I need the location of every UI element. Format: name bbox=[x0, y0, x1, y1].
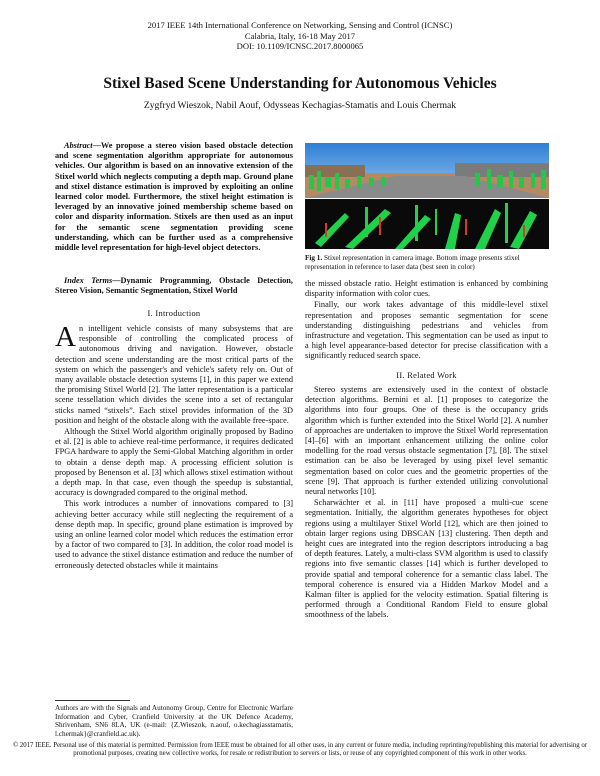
intro-paragraph-1: An intelligent vehicle consists of many subsystems that are responsible of controlling the complicated process of autonomous driving and navigation. However, obstacle detection and scene understanding are the most critical parts of the system on which the passenger's and vehicle's safety rely on. Out of many available obstacle detection systems [1], in this paper we extend the promising Stixel World [2]. The latter representation is a particular scene tessellation which divides the scene into a set of rectangular sticks named “stixels”. Each stixel provides information of the 3D position and height of the obstacle along with the available free-space. bbox=[55, 321, 293, 425]
abstract bbox=[55, 141, 293, 253]
copyright-notice: © 2017 IEEE. Personal use of this material is permitted. Permission from IEEE must be obtained for all other uses, in any current or future media, including reprinting/republishing this material for advertising or promotional purposes, creating new collective works, for resale or redistribution to servers or lists, or reuse of any copyrighted component of this work in other works. bbox=[12, 742, 588, 758]
drop-cap: A bbox=[55, 321, 76, 353]
footnote-rule bbox=[55, 700, 130, 701]
intro-paragraph-4: Finally, our work takes advantage of this middle-level stixel representation and proposes semantic segmentation for scene understanding distinguishing pedestrians and vehicles from infrastructure and vegetation. This segmentation can be used as input to a high level appearance-based detector for precise classification with a significantly reduced search space. bbox=[305, 300, 548, 361]
conference-name: 2017 IEEE 14th International Conference on Networking, Sensing and Control (ICNSC) bbox=[147, 20, 453, 30]
related-paragraph-2: Scharwächter et al. in [11] have proposed a multi-cue scene segmentation. Initially, the algorithm generates hypotheses for object regions using a multilayer Stixel World [12], which are then joined to obtain larger regions using DBSCAN [13] clustering. Then depth and height cues are integrated into the region descriptors introducing a bag of depth features. Lately, a multi-class SVM algorithm is used to classify regions into five semantic classes [14] which is further developed to provide spatial and temporal coherence for a semantic class label. The temporal coherence is ensured via a Hidden Markov Model and a Kalman filter is applied for the velocity estimation. Spatial filtering is performed through a Conditional Random Field to ensure global smoothness of the labels. bbox=[305, 498, 548, 620]
figure-caption-text: Stixel representation in camera image. Bottom image presents stixel representation in reference to laser data (best seen in color) bbox=[305, 254, 520, 271]
conference-location: Calabria, Italy, 16-18 May 2017 bbox=[244, 30, 356, 41]
related-paragraph-1: Stereo systems are extensively used in the context of obstacle detection algorithms. Bernini et al. [1] proposes to categorize the algorithms into four groups. One of these is the occupancy grids algorithm which is further extended into the Stixel World [2]. A number of approaches are undertaken to improve the Stixel World representation [4]–[6] with an important enhancement utilizing the online color modelling for the road versus obstacle segmentation [7], [8]. The stixel estimation can be also be leveraged by using pixel level semantic segmentation based on color cues and the geometric properties of the scene [9]. That approach is further extended utilizing convolutional neural networks [10]. bbox=[305, 385, 548, 497]
section-heading-introduction: I. Introduction bbox=[147, 309, 201, 318]
section-heading-related-work: II. Related Work bbox=[396, 371, 457, 380]
author-list: Zygfryd Wieszok, Nabil Aouf, Odysseas Kechagias-Stamatis and Louis Chermak bbox=[143, 100, 457, 111]
paper-title: Stixel Based Scene Understanding for Autonomous Vehicles bbox=[103, 75, 497, 92]
right-column-intro bbox=[305, 279, 548, 363]
conference-header bbox=[0, 20, 600, 52]
intro-paragraph-3: This work introduces a number of innovations compared to [3] achieving better accuracy while still neglecting the requirement of a dense depth map. In specific, ground plane estimation is improved by using an online learned color model which reduces the estimation error by a factor of two compared to [3]. In addition, the color road model is used to advance the stixel distance estimation and reduce the number of erroneously detected obstacles while it maintains bbox=[55, 499, 293, 570]
related-work-body bbox=[305, 385, 548, 622]
index-terms bbox=[55, 276, 293, 296]
abstract-label: Abstract bbox=[64, 141, 93, 150]
introduction-body bbox=[55, 321, 293, 572]
doi: DOI: 10.1109/ICNSC.2017.8000065 bbox=[236, 41, 364, 51]
figure-1-image bbox=[305, 143, 549, 249]
stixel-camera-image bbox=[305, 143, 549, 249]
index-terms-label: Index Terms bbox=[64, 276, 113, 285]
intro-paragraph-2: Although the Stixel World algorithm originally proposed by Badino et al. [2] is able to achieve real-time performance, it requires dedicated FPGA hardware to apply the Semi-Global Matching algorithm in order to obtain a dense depth map. A processing efficient solution is proposed by Benenson et al. [3] which allows stixel estimation without a depth map. In that case, even though the speedup is substantial, accuracy is downgraded compared to the original method. bbox=[55, 427, 293, 498]
figure-1-caption bbox=[305, 254, 549, 271]
abstract-text: —We propose a stereo vision based obstacle detection and scene segmentation algorithm appropriate for autonomous vehicles. Our algorithm is based on an innovative extension of the Stixel world which neglects computing a depth map. Ground plane and stixel distance estimation is improved by exploiting an online learned color model. Furthermore, the stixel height estimation is leveraged by an innovative joined membership scheme based on color and disparity information. Stixels are then used as an input for the semantic scene segmentation providing scene understanding, which can be further used as a comprehensive middle level representation for high-level object detectors. bbox=[55, 141, 293, 253]
intro-continuation: the missed obstacle ratio. Height estimation is enhanced by combining disparity information with color cues. bbox=[305, 279, 548, 299]
figure-label: Fig 1. bbox=[305, 254, 323, 262]
index-terms-text: —Dynamic Programming, Obstacle Detection, Stereo Vision, Semantic Segmentation, Stixel World bbox=[55, 276, 293, 296]
author-affiliation-footnote: Authors are with the Signals and Autonomy Group, Centre for Electronic Warfare Information and Cyber, Cranfield University at the UK Defence Academy, Shrivenham, SN6 8LA, UK (e-mail: {Z.Wieszok, n.aouf, o.kechagiasstamatis, l.chermak}@cranfield.ac.uk). bbox=[55, 704, 293, 738]
